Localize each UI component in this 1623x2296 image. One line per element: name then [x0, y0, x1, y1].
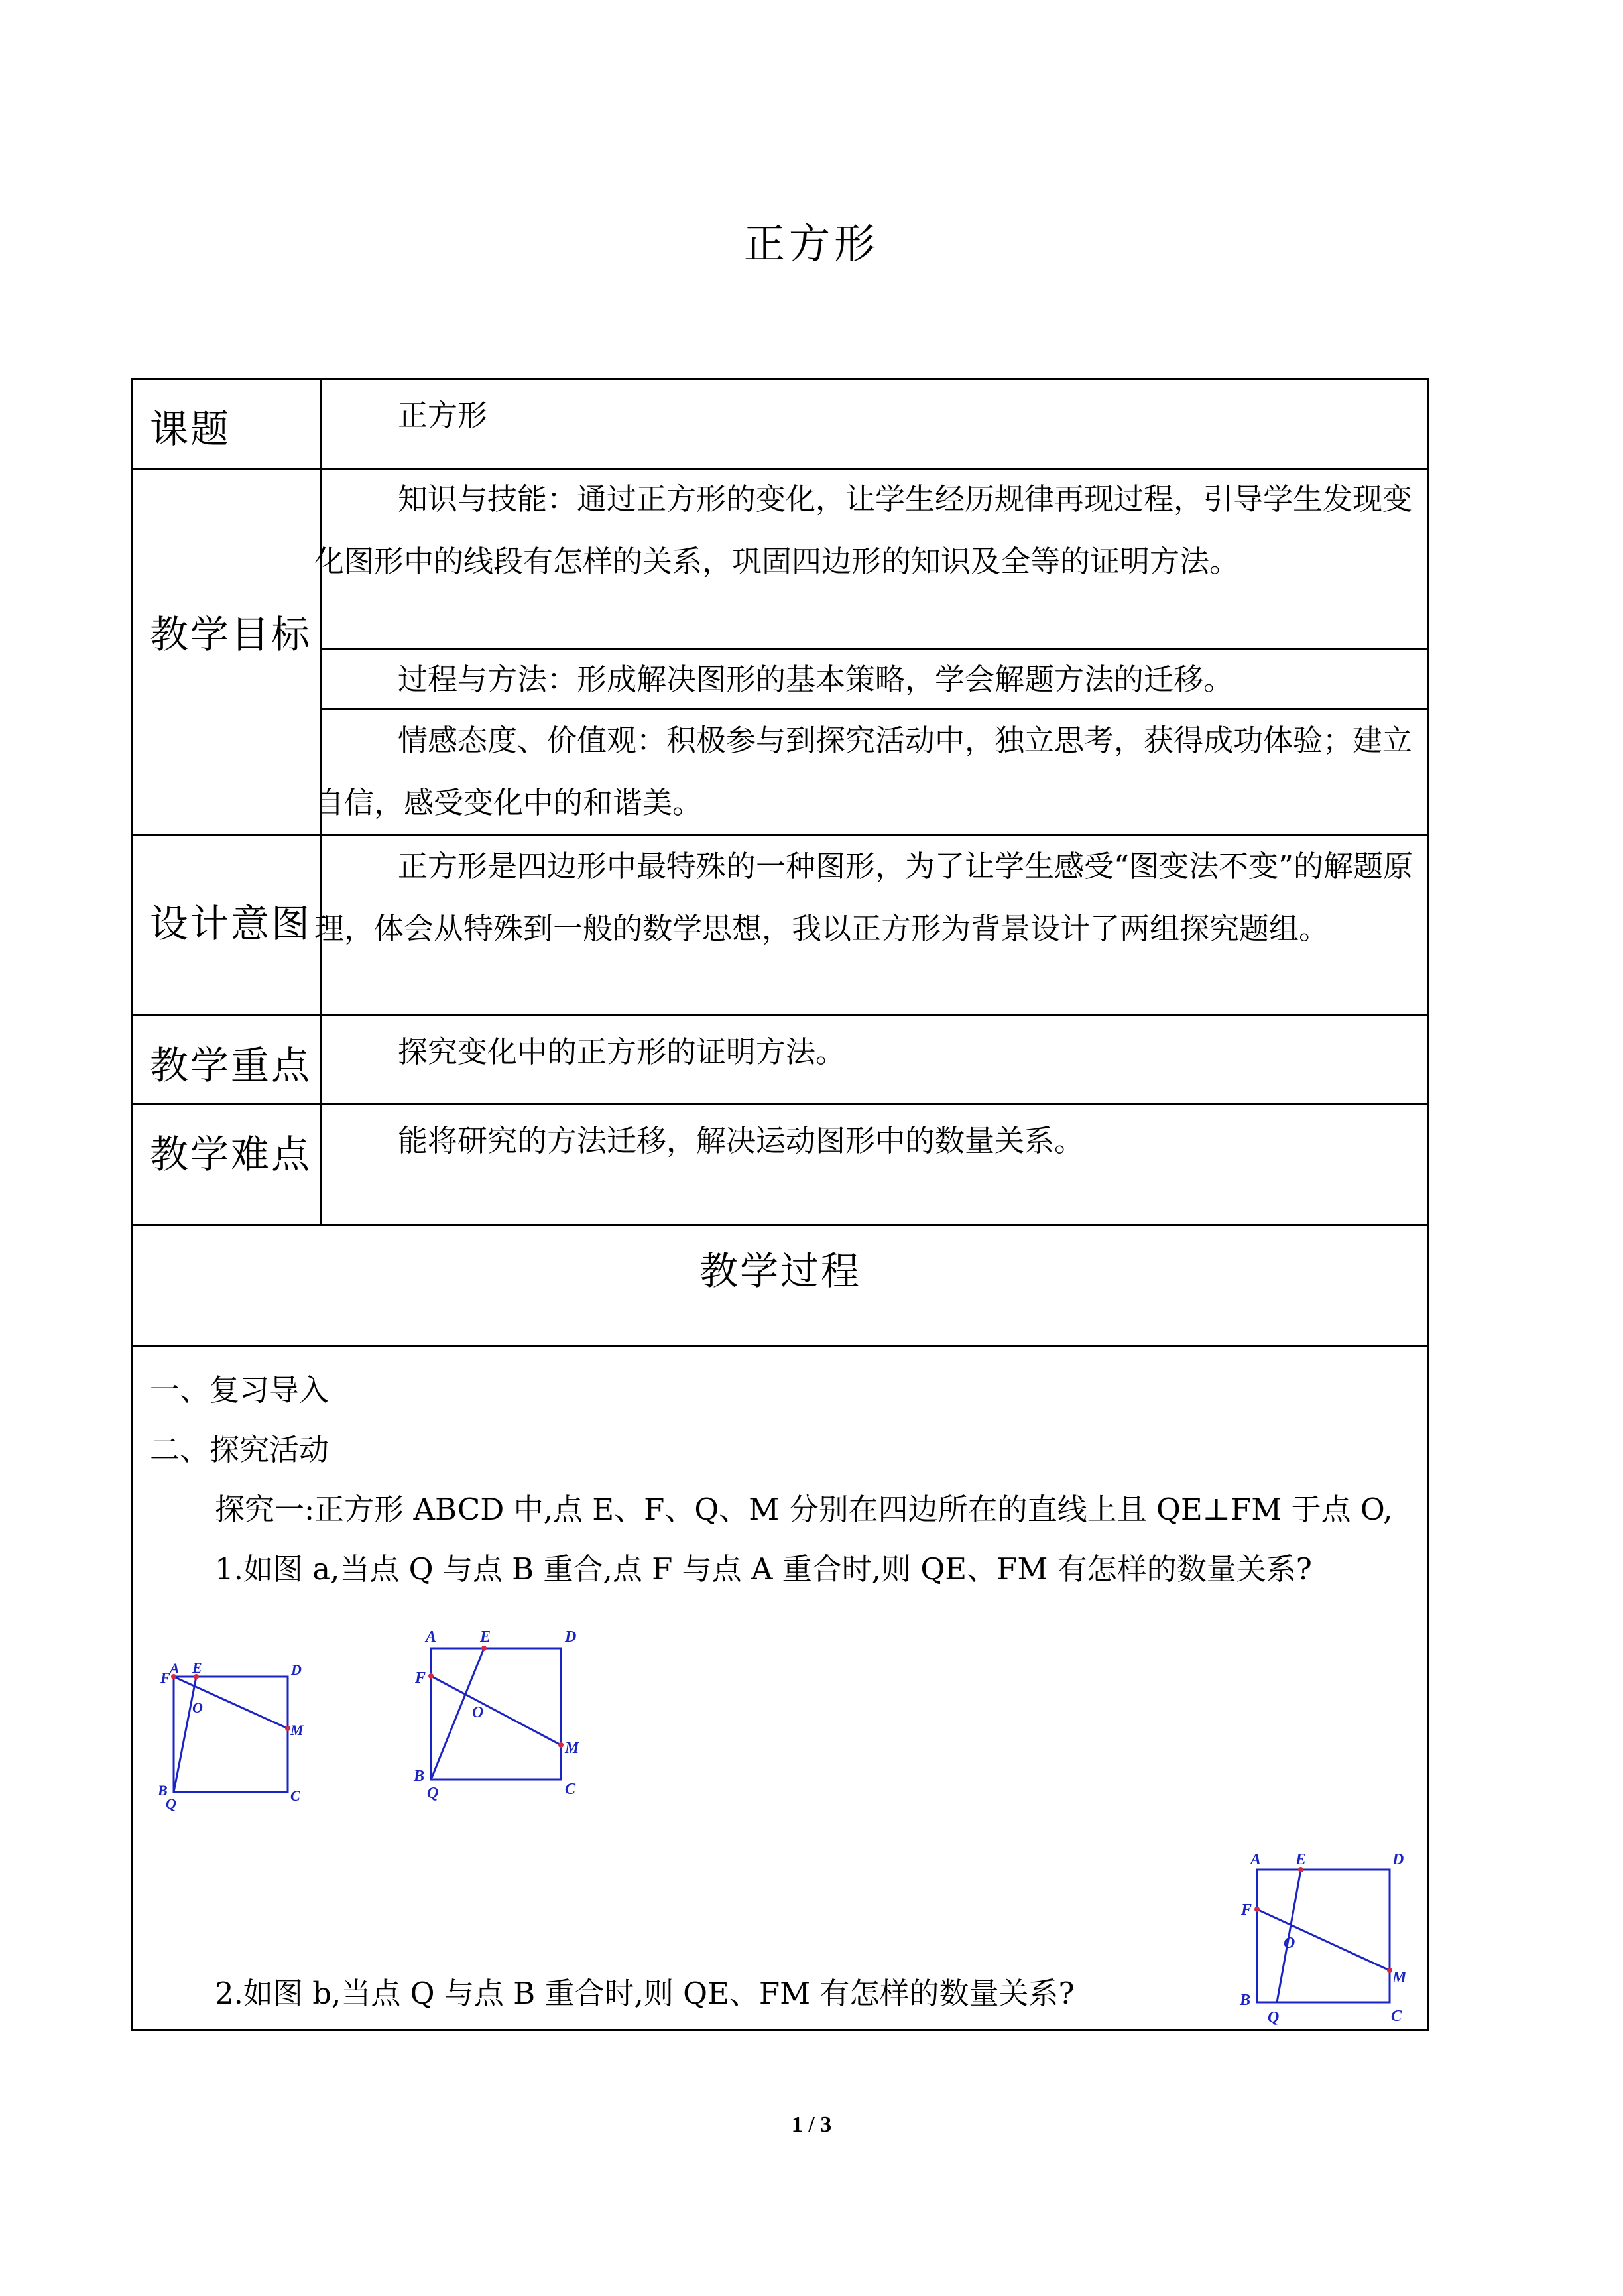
- topic-content: 正方形: [398, 398, 488, 433]
- fig-c-label-b: B: [1240, 1992, 1251, 2009]
- fig-c-label-c: C: [1391, 2008, 1402, 2025]
- fig-a-label-o: O: [192, 1699, 203, 1716]
- square-abcd: [1257, 1870, 1390, 2002]
- fig-b-label-a: A: [426, 1628, 437, 1646]
- fig-a-label-d: D: [291, 1662, 302, 1678]
- table-border-right: [1427, 378, 1429, 2031]
- fig-a-label-a: A: [170, 1660, 180, 1677]
- table-divider: [131, 1345, 1429, 1347]
- fig-a-label-b: B: [158, 1782, 168, 1799]
- section-explore: 二、探究活动: [150, 1432, 330, 1467]
- fig-c-label-m: M: [1392, 1969, 1407, 1986]
- question-1: 1.如图 a,当点 Q 与点 B 重合,点 F 与点 A 重合时,则 QE、FM 有怎样的数量关系?: [215, 1551, 1312, 1587]
- difficulty-label: 教学难点: [150, 1132, 312, 1177]
- fig-c-label-d: D: [1392, 1851, 1404, 1868]
- process-header: 教学过程: [699, 1248, 861, 1294]
- section-review: 一、复习导入: [150, 1372, 330, 1408]
- fig-b-label-e: E: [480, 1628, 491, 1646]
- lesson-table: [131, 378, 1429, 2031]
- square-abcd: [174, 1677, 288, 1792]
- goals-emotion: 情感态度、价值观：积极参与到探究活动中，独立思考，获得成功体验；建立自信，感受变化中的和谐美。: [314, 723, 1413, 820]
- figure-b: [396, 1619, 595, 1818]
- fig-b-label-m: M: [565, 1740, 579, 1757]
- fig-b-label-b: B: [414, 1768, 425, 1785]
- fig-a-label-c: C: [290, 1787, 300, 1804]
- goals-knowledge: 知识与技能：通过正方形的变化，让学生经历规律再现过程，引导学生发现变化图形中的线段有怎样的关系，巩固四边形的知识及全等的证明方法。: [314, 481, 1413, 579]
- table-divider: [131, 1103, 1429, 1105]
- page-title: 正方形: [743, 219, 879, 268]
- segment-fm: [431, 1676, 561, 1745]
- segment-fm: [1257, 1909, 1390, 1970]
- question-2: 2.如图 b,当点 Q 与点 B 重合时,则 QE、FM 有怎样的数量关系?: [215, 1976, 1075, 2011]
- fig-b-label-o: O: [472, 1704, 484, 1721]
- key-point-label: 教学重点: [150, 1043, 312, 1088]
- topic-label: 课题: [150, 406, 231, 452]
- table-divider: [131, 1224, 1429, 1226]
- goals-process: 过程与方法：形成解决图形的基本策略，学会解题方法的迁移。: [398, 662, 1234, 697]
- fig-c-label-o: O: [1284, 1935, 1295, 1952]
- fig-b-label-c: C: [565, 1781, 576, 1798]
- fig-c-label-q: Q: [1268, 2009, 1280, 2026]
- fig-c-label-a: A: [1250, 1851, 1262, 1868]
- fig-b-label-q: Q: [427, 1785, 439, 1802]
- fig-c-label-e: E: [1295, 1851, 1307, 1868]
- fig-b-label-d: D: [565, 1628, 577, 1646]
- design-label: 设计意图: [150, 901, 312, 946]
- table-border-left: [131, 378, 133, 2031]
- explore-one-text: 探究一:正方形 ABCD 中,点 E、F、Q、M 分别在四边所在的直线上且 QE⊥FM 于点 O,: [215, 1492, 1393, 1527]
- table-divider: [131, 1014, 1429, 1016]
- difficulty-content: 能将研究的方法迁移，解决运动图形中的数量关系。: [398, 1123, 1085, 1158]
- square-abcd: [431, 1648, 561, 1780]
- fig-a-label-q: Q: [166, 1795, 176, 1812]
- table-border-top: [131, 378, 1429, 380]
- fig-b-label-f: F: [415, 1669, 426, 1687]
- figure-a: [151, 1651, 337, 1823]
- goals-label: 教学目标: [150, 612, 312, 657]
- fig-c-label-f: F: [1241, 1902, 1252, 1919]
- design-content: 正方形是四边形中最特殊的一种图形，为了让学生感受“图变法不变”的解题原理，体会从特殊到一般的数学思想，我以正方形为背景设计了两组探究题组。: [314, 849, 1413, 946]
- fig-a-label-e: E: [192, 1660, 202, 1676]
- key-point-content: 探究变化中的正方形的证明方法。: [398, 1034, 846, 1069]
- page-number: 1 / 3: [791, 2112, 832, 2137]
- fig-a-label-m: M: [290, 1722, 304, 1738]
- fig-a-label-f: F: [160, 1669, 170, 1686]
- segment-qe: [174, 1677, 196, 1792]
- figure-c: [1224, 1843, 1423, 2042]
